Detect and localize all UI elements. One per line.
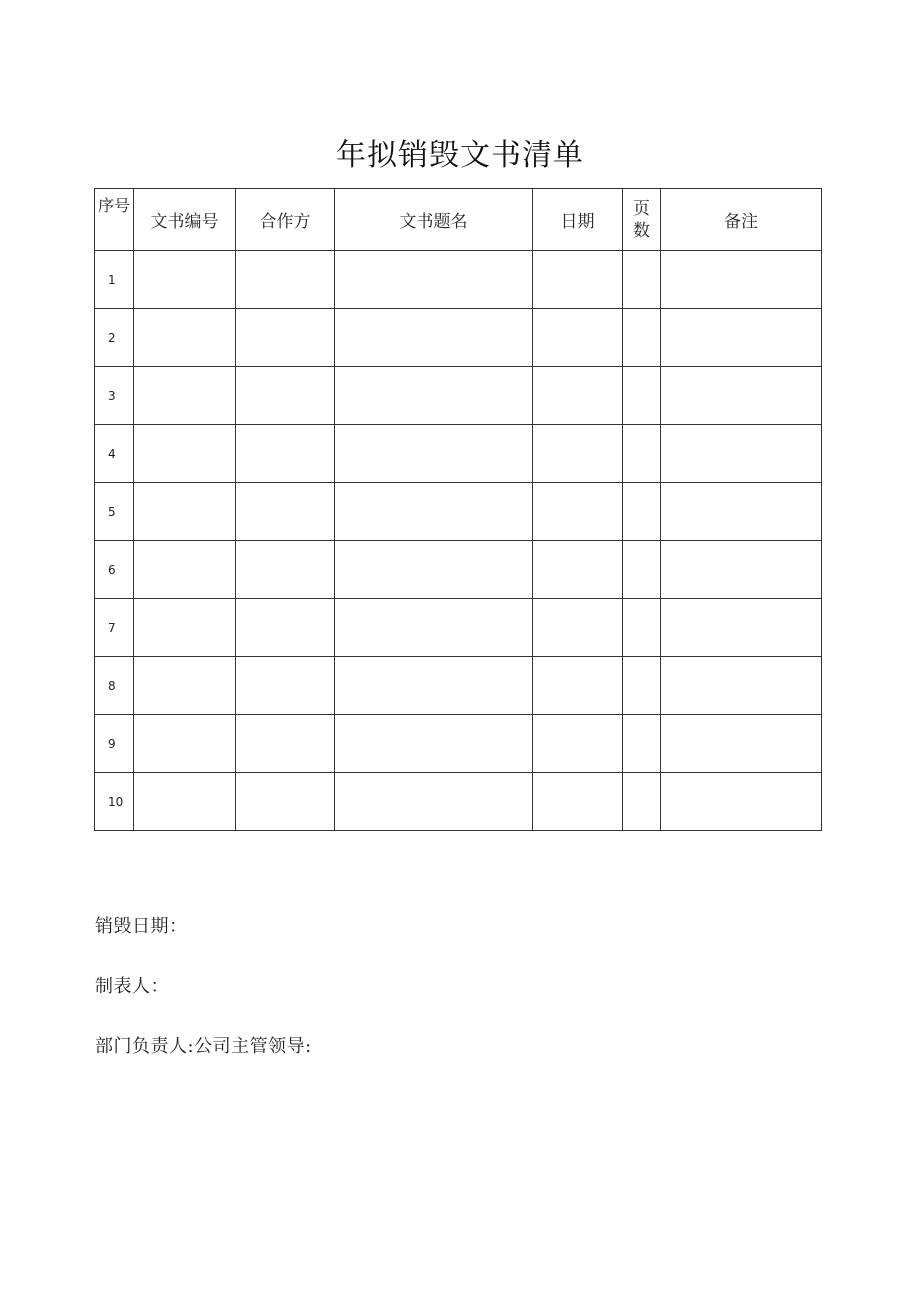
- table-row: [95, 425, 822, 483]
- pages-cell[interactable]: [623, 309, 661, 367]
- table-row: [95, 773, 822, 831]
- partner-cell[interactable]: [236, 251, 335, 309]
- partner-cell[interactable]: [236, 599, 335, 657]
- pages-cell[interactable]: [623, 541, 661, 599]
- prepared-by-label: 制表人：: [95, 976, 169, 997]
- table-row: [95, 483, 822, 541]
- doc-title-cell[interactable]: [335, 541, 533, 599]
- doc-title-cell[interactable]: [335, 425, 533, 483]
- doc-title-cell[interactable]: [335, 657, 533, 715]
- doc-number-cell[interactable]: [134, 541, 236, 599]
- partner-cell[interactable]: [236, 715, 335, 773]
- remarks-cell[interactable]: [661, 425, 822, 483]
- table-row: [95, 309, 822, 367]
- doc-title-cell[interactable]: [335, 483, 533, 541]
- doc-title-cell[interactable]: [335, 367, 533, 425]
- row-seq-cell: 8: [95, 657, 134, 715]
- header-pages-top: 页: [633, 198, 650, 219]
- table-row: [95, 657, 822, 715]
- remarks-cell[interactable]: [661, 367, 822, 425]
- doc-number-cell[interactable]: [134, 367, 236, 425]
- doc-title-cell[interactable]: [335, 773, 533, 831]
- header-date: 日期: [533, 189, 623, 251]
- date-cell[interactable]: [533, 483, 623, 541]
- pages-cell[interactable]: [623, 251, 661, 309]
- date-cell[interactable]: [533, 599, 623, 657]
- doc-number-cell[interactable]: [134, 309, 236, 367]
- table-row: [95, 599, 822, 657]
- header-partner: 合作方: [236, 189, 335, 251]
- date-cell[interactable]: [533, 367, 623, 425]
- pages-cell[interactable]: [623, 483, 661, 541]
- doc-title-cell[interactable]: [335, 715, 533, 773]
- doc-title-cell[interactable]: [335, 309, 533, 367]
- table-row: [95, 715, 822, 773]
- header-doc-title: 文书题名: [335, 189, 533, 251]
- remarks-cell[interactable]: [661, 657, 822, 715]
- date-cell[interactable]: [533, 251, 623, 309]
- pages-cell[interactable]: [623, 367, 661, 425]
- table-row: [95, 251, 822, 309]
- row-seq-cell: 6: [95, 541, 134, 599]
- destruction-list-table: [94, 188, 822, 831]
- partner-cell[interactable]: [236, 657, 335, 715]
- partner-cell[interactable]: [236, 309, 335, 367]
- date-cell[interactable]: [533, 715, 623, 773]
- row-seq-cell: 1: [95, 251, 134, 309]
- doc-number-cell[interactable]: [134, 773, 236, 831]
- partner-cell[interactable]: [236, 483, 335, 541]
- table-row: [95, 367, 822, 425]
- header-pages-bottom: 数: [633, 220, 650, 241]
- doc-number-cell[interactable]: [134, 657, 236, 715]
- row-seq-cell: 10: [95, 773, 134, 831]
- header-doc-number: 文书编号: [134, 189, 236, 251]
- destroy-date-label: 销毁日期：: [95, 916, 188, 937]
- date-cell[interactable]: [533, 309, 623, 367]
- row-seq-cell: 4: [95, 425, 134, 483]
- row-seq-cell: 7: [95, 599, 134, 657]
- doc-number-cell[interactable]: [134, 425, 236, 483]
- pages-cell[interactable]: [623, 425, 661, 483]
- partner-cell[interactable]: [236, 773, 335, 831]
- remarks-cell[interactable]: [661, 309, 822, 367]
- remarks-cell[interactable]: [661, 483, 822, 541]
- doc-number-cell[interactable]: [134, 715, 236, 773]
- header-remarks: 备注: [661, 189, 822, 251]
- partner-cell[interactable]: [236, 425, 335, 483]
- row-seq-cell: 9: [95, 715, 134, 773]
- row-seq-cell: 3: [95, 367, 134, 425]
- header-row: [95, 189, 822, 251]
- header-seq: 序号: [95, 189, 134, 251]
- row-seq-cell: 2: [95, 309, 134, 367]
- date-cell[interactable]: [533, 425, 623, 483]
- row-seq-cell: 5: [95, 483, 134, 541]
- doc-number-cell[interactable]: [134, 483, 236, 541]
- remarks-cell[interactable]: [661, 599, 822, 657]
- date-cell[interactable]: [533, 657, 623, 715]
- doc-title-cell[interactable]: [335, 599, 533, 657]
- partner-cell[interactable]: [236, 541, 335, 599]
- pages-cell[interactable]: [623, 715, 661, 773]
- pages-cell[interactable]: [623, 599, 661, 657]
- partner-cell[interactable]: [236, 367, 335, 425]
- page-title: 年拟销毁文书清单: [336, 138, 584, 173]
- date-cell[interactable]: [533, 773, 623, 831]
- remarks-cell[interactable]: [661, 251, 822, 309]
- doc-title-cell[interactable]: [335, 251, 533, 309]
- doc-number-cell[interactable]: [134, 251, 236, 309]
- remarks-cell[interactable]: [661, 773, 822, 831]
- date-cell[interactable]: [533, 541, 623, 599]
- header-pages: [623, 189, 661, 251]
- pages-cell[interactable]: [623, 773, 661, 831]
- remarks-cell[interactable]: [661, 541, 822, 599]
- pages-cell[interactable]: [623, 657, 661, 715]
- table-row: [95, 541, 822, 599]
- doc-number-cell[interactable]: [134, 599, 236, 657]
- remarks-cell[interactable]: [661, 715, 822, 773]
- signoff-label: 部门负责人:公司主管领导:: [95, 1036, 312, 1057]
